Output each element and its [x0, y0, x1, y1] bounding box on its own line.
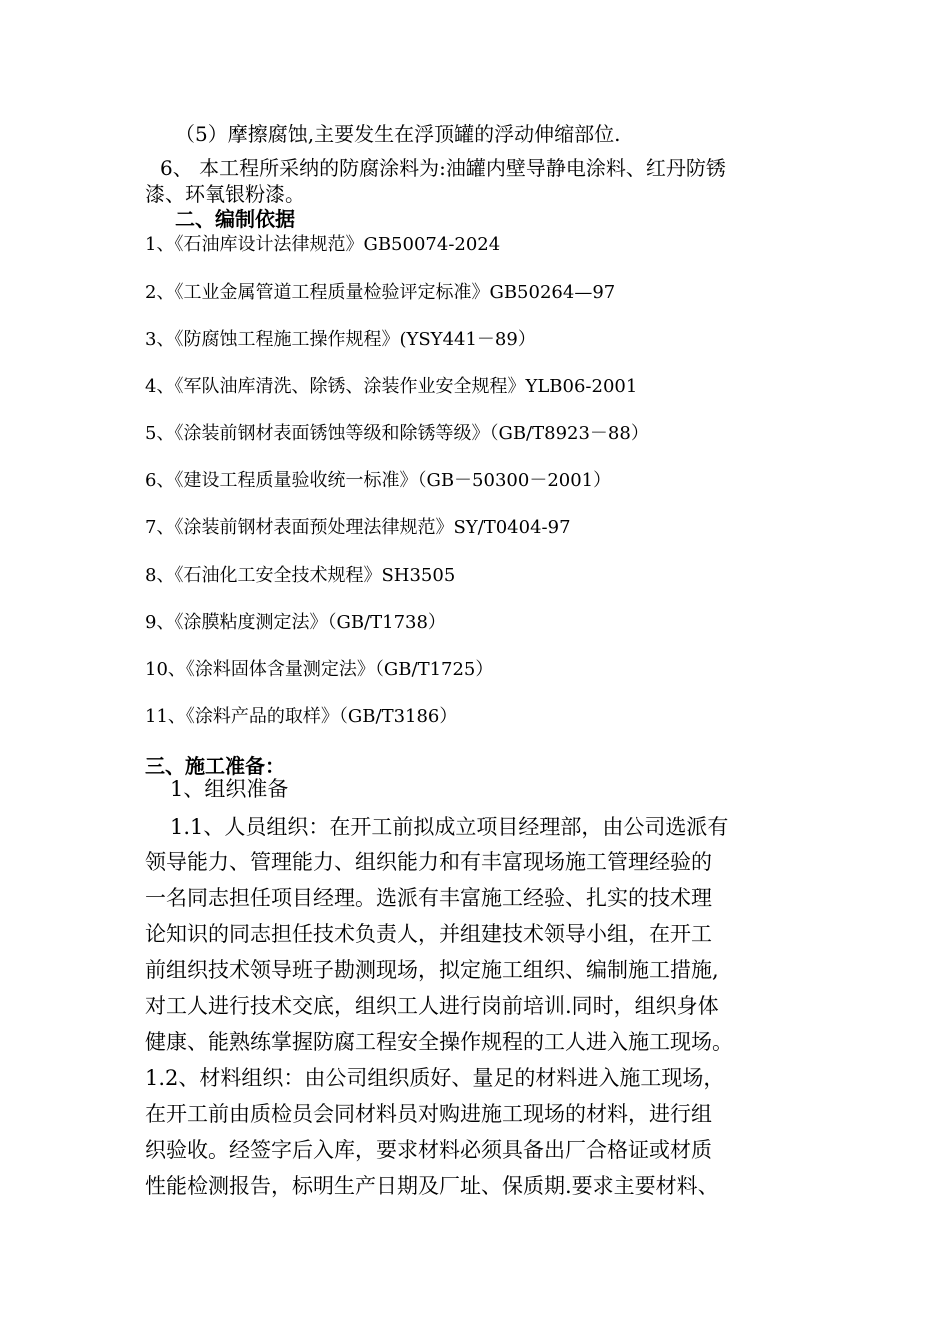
- body-paragraph-line: 前组织技术领导班子勘测现场，拟定施工组织、编制施工措施,: [145, 958, 719, 982]
- body-paragraph-line: 领导能力、管理能力、组织能力和有丰富现场施工管理经验的: [145, 850, 712, 874]
- reference-item: 7、《涂装前钢材表面预处理法律规范》SY/T0404-97: [145, 517, 571, 538]
- reference-item: 10、《涂料固体含量测定法》（GB/T1725）: [145, 659, 494, 680]
- body-paragraph-line: 1.1、人员组织：在开工前拟成立项目经理部，由公司选派有: [170, 815, 729, 839]
- reference-item: 4、《军队油库清洗、除锈、涂装作业安全规程》YLB06-2001: [145, 376, 638, 397]
- corrosion-item-5: （5）摩擦腐蚀,主要发生在浮顶罐的浮动伸缩部位.: [175, 122, 621, 146]
- section-3-heading: 三、施工准备：: [145, 754, 285, 778]
- body-paragraph-line: 健康、能熟练掌握防腐工程安全操作规程的工人进入施工现场。: [145, 1030, 733, 1054]
- body-paragraph-line: 论知识的同志担任技术负责人，并组建技术领导小组，在开工: [145, 922, 712, 946]
- reference-item: 5、《涂装前钢材表面锈蚀等级和除锈等级》（GB/T8923－88）: [145, 423, 649, 444]
- reference-item: 11、《涂料产品的取样》（GB/T3186）: [145, 706, 458, 727]
- reference-item: 1、《石油库设计法律规范》GB50074-2024: [145, 234, 501, 255]
- body-paragraph-line: 1.2、材料组织：由公司组织质好、量足的材料进入施工现场，: [145, 1066, 725, 1090]
- body-paragraph-line: 性能检测报告，标明生产日期及厂址、保质期.要求主要材料、: [145, 1174, 719, 1198]
- body-paragraph-line: 在开工前由质检员会同材料员对购进施工现场的材料，进行组: [145, 1102, 712, 1126]
- reference-item: 3、《防腐蚀工程施工操作规程》(YSY441－89）: [145, 329, 536, 350]
- section-2-heading: 二、编制依据: [175, 207, 295, 231]
- body-paragraph-line: 对工人进行技术交底，组织工人进行岗前培训.同时，组织身体: [145, 994, 719, 1018]
- reference-item: 2、《工业金属管道工程质量检验评定标准》GB50264—97: [145, 282, 616, 303]
- reference-item: 8、《石油化工安全技术规程》SH3505: [145, 565, 456, 586]
- body-paragraph-line: 织验收。经签字后入库，要求材料必须具备出厂合格证或材质: [145, 1138, 712, 1162]
- coating-item-6-line-1: 6、 本工程所采纳的防腐涂料为:油罐内壁导静电涂料、红丹防锈: [160, 156, 726, 180]
- coating-item-6-line-2: 漆、环氧银粉漆。: [145, 182, 305, 206]
- body-paragraph-line: 一名同志担任项目经理。选派有丰富施工经验、扎实的技术理: [145, 886, 712, 910]
- subsection-organization-heading: 1、组织准备: [170, 777, 289, 801]
- reference-item: 6、《建设工程质量验收统一标准》（GB－50300－2001）: [145, 470, 612, 491]
- reference-item: 9、《涂膜粘度测定法》（GB/T1738）: [145, 612, 446, 633]
